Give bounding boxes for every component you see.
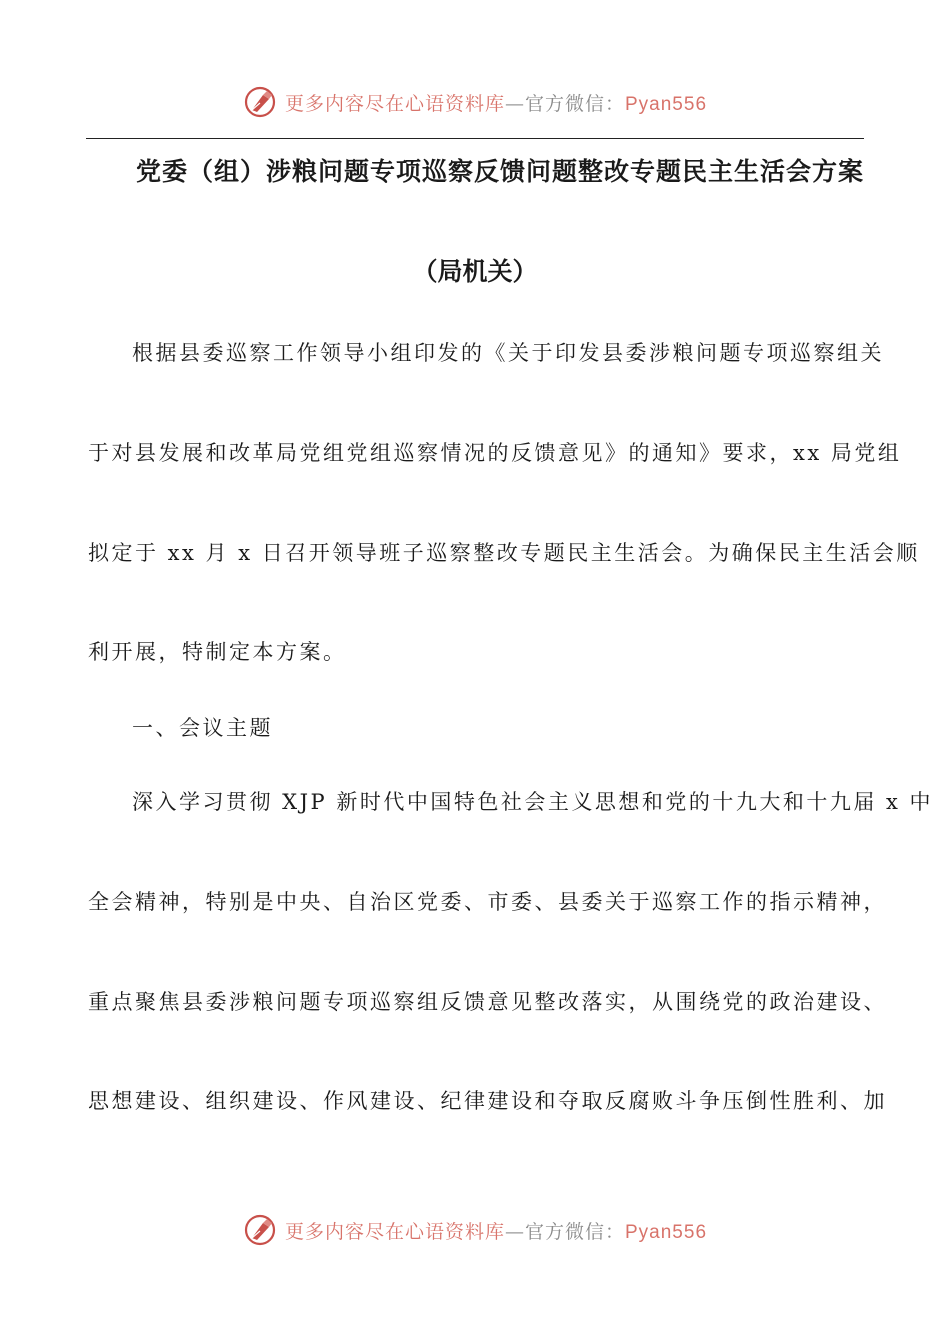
- section-heading: 一、会议主题: [132, 716, 273, 740]
- body-line: 思想建设、组织建设、作风建设、纪律建设和夺取反腐败斗争压倒性胜利、加: [88, 1089, 887, 1113]
- header-divider: [86, 138, 864, 139]
- body-line: 利开展，特制定本方案。: [88, 640, 347, 664]
- body-line: 于对县发展和改革局党组党组巡察情况的反馈意见》的通知》要求，xx 局党组: [88, 441, 902, 465]
- page-title: 党委（组）涉粮问题专项巡察反馈问题整改专题民主生活会方案: [135, 157, 864, 186]
- banner-text: [285, 1217, 707, 1244]
- banner-wechat-id: Pyan556: [625, 1221, 708, 1243]
- body-line: 根据县委巡察工作领导小组印发的《关于印发县委涉粮问题专项巡察组关: [132, 341, 884, 365]
- banner-wechat-id: Pyan556: [625, 93, 708, 115]
- page-subtitle: （局机关）: [412, 257, 538, 286]
- banner-dash: —: [504, 92, 525, 115]
- body-line: 重点聚焦县委涉粮问题专项巡察组反馈意见整改落实，从围绕党的政治建设、: [88, 990, 887, 1014]
- banner-slogan: 更多内容尽在心语资料库: [284, 1220, 505, 1243]
- body-line: 拟定于 xx 月 x 日召开领导班子巡察整改专题民主生活会。为确保民主生活会顺: [88, 541, 920, 565]
- banner-slogan: 更多内容尽在心语资料库: [284, 92, 505, 115]
- banner-text: [285, 89, 707, 116]
- pen-nib-icon: [243, 1213, 277, 1247]
- banner-official-label: 官方微信：: [524, 1220, 625, 1243]
- banner-dash: —: [504, 1220, 525, 1243]
- pen-nib-icon: [243, 85, 277, 119]
- footer-banner: [0, 1210, 950, 1250]
- body-line: 全会精神，特别是中央、自治区党委、市委、县委关于巡察工作的指示精神，: [88, 890, 887, 914]
- body-line: 深入学习贯彻 XJP 新时代中国特色社会主义思想和党的十九大和十九届 x 中: [132, 790, 934, 814]
- header-banner: [0, 82, 950, 122]
- banner-official-label: 官方微信：: [524, 92, 625, 115]
